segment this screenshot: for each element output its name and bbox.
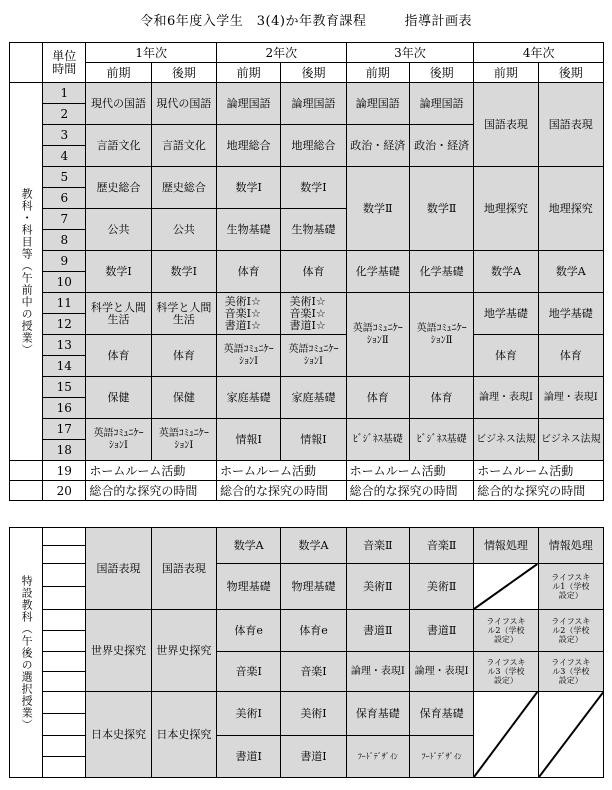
period-number: 5	[43, 167, 86, 188]
elective-cell: 美術Ⅱ	[346, 564, 409, 610]
blank-cell	[43, 714, 86, 736]
year2-header: 2年次	[217, 43, 347, 63]
afternoon-side-label: 特設教科（午後の選択授業）	[10, 528, 43, 778]
elective-cell: 音楽Ⅰ	[281, 652, 346, 692]
elective-cell: 保育基礎	[346, 692, 409, 736]
subject-cell: 数学Ⅱ	[346, 167, 409, 251]
period-number: 19	[43, 461, 86, 481]
second-term-header: 後期	[151, 63, 216, 83]
first-term-header: 前期	[346, 63, 409, 83]
subject-cell: 現代の国語	[86, 83, 151, 125]
empty-slot	[474, 564, 538, 610]
blank-cell	[43, 587, 86, 610]
elective-cell: 美術Ⅰ	[281, 692, 346, 736]
period-number: 20	[43, 481, 86, 501]
period-number: 4	[43, 146, 86, 167]
subject-cell: 地学基礎	[474, 293, 538, 335]
period-number: 2	[43, 104, 86, 125]
subject-cell: 体育	[151, 335, 216, 377]
elective-cell: 情報処理	[474, 528, 538, 564]
elective-cell: 国語表現	[151, 528, 216, 610]
period-number: 7	[43, 209, 86, 230]
inquiry-cell: 総合的な探究の時間	[86, 481, 217, 501]
elective-cell: 美術Ⅱ	[409, 564, 473, 610]
period-number: 6	[43, 188, 86, 209]
elective-cell: ライフスキル2（学校設定）	[538, 610, 603, 652]
elective-cell: 音楽Ⅱ	[346, 528, 409, 564]
period-number: 1	[43, 83, 86, 104]
subject-cell: 言語文化	[86, 125, 151, 167]
subject-cell: ビジネス法規	[474, 419, 538, 461]
subject-cell: 体育	[217, 251, 281, 293]
subject-cell: 数学A	[474, 251, 538, 293]
subject-cell: 数学Ⅰ	[281, 167, 346, 209]
elective-cell: 書道Ⅱ	[346, 610, 409, 652]
blank-cell	[10, 481, 43, 501]
subject-cell: 地理探究	[474, 167, 538, 251]
period-number: 18	[43, 440, 86, 461]
blank-cell	[43, 757, 86, 778]
title-main: 令和6年度入学生 3(4)か年教育課程	[140, 14, 367, 29]
afternoon-elective-table	[9, 527, 604, 778]
elective-cell: 国語表現	[86, 528, 151, 610]
elective-cell: 書道Ⅱ	[409, 610, 473, 652]
subject-cell: ﾋﾞｼﾞﾈｽ基礎	[346, 419, 409, 461]
corner-cell	[10, 43, 43, 83]
period-number: 13	[43, 335, 86, 356]
period-number: 8	[43, 230, 86, 251]
homeroom-cell: ホームルーム活動	[217, 461, 347, 481]
blank-cell	[43, 564, 86, 587]
elective-cell: ライフスキル3（学校設定）	[474, 652, 538, 692]
elective-cell: 情報処理	[538, 528, 603, 564]
homeroom-cell: ホームルーム活動	[86, 461, 217, 481]
subject-cell: 数学Ⅰ	[151, 251, 216, 293]
elective-cell: 音楽Ⅰ	[217, 652, 281, 692]
blank-cell	[43, 610, 86, 631]
subject-cell: 数学Ⅰ	[217, 167, 281, 209]
elective-cell: 物理基礎	[217, 564, 281, 610]
subject-cell: 国語表現	[538, 83, 603, 167]
subject-cell: 体育	[409, 377, 473, 419]
subject-cell: 科学と人間生活	[86, 293, 151, 335]
subject-cell: 生物基礎	[281, 209, 346, 251]
subject-cell: 論理国語	[409, 83, 473, 125]
diagonal-strike	[539, 692, 603, 777]
subject-cell: 公共	[151, 209, 216, 251]
blank-cell	[43, 546, 86, 564]
elective-cell: ライフスキル2（学校設定）	[474, 610, 538, 652]
first-term-header: 前期	[217, 63, 281, 83]
subject-cell: 論理・表現Ⅰ	[474, 377, 538, 419]
period-number: 10	[43, 272, 86, 293]
empty-slot	[474, 692, 538, 778]
elective-cell: 音楽Ⅱ	[409, 528, 473, 564]
subject-cell: 数学Ⅱ	[409, 167, 473, 251]
subject-cell: 数学A	[538, 251, 603, 293]
subject-cell: 英語ｺﾐｭﾆｹｰｼｮﾝⅡ	[409, 293, 473, 377]
diagonal-strike	[474, 692, 537, 777]
first-term-header: 前期	[474, 63, 538, 83]
elective-cell: 書道Ⅰ	[217, 736, 281, 778]
blank-cell	[10, 461, 43, 481]
elective-cell: 数学A	[281, 528, 346, 564]
homeroom-cell: ホームルーム活動	[346, 461, 474, 481]
subject-cell: 生物基礎	[217, 209, 281, 251]
second-term-header: 後期	[281, 63, 346, 83]
subject-cell: 保健	[86, 377, 151, 419]
unit-header: 単位時間	[43, 43, 86, 83]
elective-cell: 保育基礎	[409, 692, 473, 736]
period-number: 17	[43, 419, 86, 440]
subject-cell: 論理国語	[346, 83, 409, 125]
period-number: 11	[43, 293, 86, 314]
blank-cell	[43, 631, 86, 652]
subject-cell: 地理総合	[281, 125, 346, 167]
subject-cell: 家庭基礎	[217, 377, 281, 419]
subject-cell: 化学基礎	[346, 251, 409, 293]
subject-cell: 地学基礎	[538, 293, 603, 335]
subject-cell: 家庭基礎	[281, 377, 346, 419]
period-number: 16	[43, 398, 86, 419]
subject-cell: 情報Ⅰ	[281, 419, 346, 461]
year1-header: 1年次	[86, 43, 217, 63]
subject-cell: 論理国語	[217, 83, 281, 125]
elective-cell: 世界史探究	[151, 610, 216, 692]
title-sub: 指導計画表	[404, 14, 472, 29]
subject-cell: 美術Ⅰ☆ 音楽Ⅰ☆ 書道Ⅰ☆	[281, 293, 346, 335]
period-number: 14	[43, 356, 86, 377]
diagonal-strike	[474, 564, 537, 609]
elective-cell: 物理基礎	[281, 564, 346, 610]
elective-cell: 世界史探究	[86, 610, 151, 692]
page-title	[0, 10, 612, 29]
subject-cell: 論理・表現Ⅰ	[538, 377, 603, 419]
second-term-header: 後期	[409, 63, 473, 83]
subject-cell: 公共	[86, 209, 151, 251]
subject-cell: 体育	[538, 335, 603, 377]
year4-header: 4年次	[474, 43, 604, 63]
elective-cell: 体育e	[217, 610, 281, 652]
subject-cell: 保健	[151, 377, 216, 419]
subject-cell: 英語ｺﾐｭﾆｹｰｼｮﾝⅠ	[151, 419, 216, 461]
homeroom-cell: ホームルーム活動	[474, 461, 604, 481]
elective-cell: 日本史探究	[86, 692, 151, 778]
elective-cell: 論理・表現Ⅰ	[346, 652, 409, 692]
second-term-header: 後期	[538, 63, 603, 83]
elective-cell: 書道Ⅰ	[281, 736, 346, 778]
subject-cell: 言語文化	[151, 125, 216, 167]
elective-cell: ﾌｰﾄﾞﾃﾞｻﾞｲﾝ	[346, 736, 409, 778]
elective-cell: 日本史探究	[151, 692, 216, 778]
subject-cell: 地理総合	[217, 125, 281, 167]
blank-cell	[43, 672, 86, 692]
subject-cell: 体育	[346, 377, 409, 419]
subject-cell: 化学基礎	[409, 251, 473, 293]
inquiry-cell: 総合的な探究の時間	[217, 481, 347, 501]
subject-cell: 英語ｺﾐｭﾆｹｰｼｮﾝⅡ	[346, 293, 409, 377]
elective-cell: 数学A	[217, 528, 281, 564]
subject-cell: 政治・経済	[409, 125, 473, 167]
subject-cell: 歴史総合	[86, 167, 151, 209]
subject-cell: ビジネス法規	[538, 419, 603, 461]
first-term-header: 前期	[86, 63, 151, 83]
morning-side-label: 教科・科目等（午前中の授業）	[10, 83, 43, 461]
subject-cell: 地理探究	[538, 167, 603, 251]
blank-cell	[43, 736, 86, 757]
subject-cell: 論理国語	[281, 83, 346, 125]
period-number: 3	[43, 125, 86, 146]
elective-cell: ﾌｰﾄﾞﾃﾞｻﾞｲﾝ	[409, 736, 473, 778]
empty-slot	[538, 692, 603, 778]
subject-cell: 現代の国語	[151, 83, 216, 125]
blank-cell	[43, 528, 86, 546]
period-number: 15	[43, 377, 86, 398]
elective-cell: 体育e	[281, 610, 346, 652]
subject-cell: 体育	[281, 251, 346, 293]
subject-cell: 科学と人間生活	[151, 293, 216, 335]
inquiry-cell: 総合的な探究の時間	[474, 481, 604, 501]
subject-cell: 英語ｺﾐｭﾆｹｰｼｮﾝⅠ	[86, 419, 151, 461]
period-number: 9	[43, 251, 86, 272]
elective-cell: 美術Ⅰ	[217, 692, 281, 736]
subject-cell: 情報Ⅰ	[217, 419, 281, 461]
subject-cell: 英語ｺﾐｭﾆｹｰｼｮﾝⅠ	[281, 335, 346, 377]
elective-cell: 論理・表現Ⅰ	[409, 652, 473, 692]
period-number: 12	[43, 314, 86, 335]
year3-header: 3年次	[346, 43, 474, 63]
subject-cell: 歴史総合	[151, 167, 216, 209]
subject-cell: 数学Ⅰ	[86, 251, 151, 293]
inquiry-cell: 総合的な探究の時間	[346, 481, 474, 501]
subject-cell: 美術Ⅰ☆ 音楽Ⅰ☆ 書道Ⅰ☆	[217, 293, 281, 335]
morning-curriculum-table	[9, 42, 604, 501]
subject-cell: 体育	[474, 335, 538, 377]
subject-cell: 国語表現	[474, 83, 538, 167]
subject-cell: 体育	[86, 335, 151, 377]
subject-cell: 英語ｺﾐｭﾆｹｰｼｮﾝⅠ	[217, 335, 281, 377]
elective-cell: ライフスキル3（学校設定）	[538, 652, 603, 692]
blank-cell	[43, 652, 86, 672]
elective-cell: ライフスキル1（学校設定）	[538, 564, 603, 610]
subject-cell: ﾋﾞｼﾞﾈｽ基礎	[409, 419, 473, 461]
subject-cell: 政治・経済	[346, 125, 409, 167]
blank-cell	[43, 692, 86, 714]
